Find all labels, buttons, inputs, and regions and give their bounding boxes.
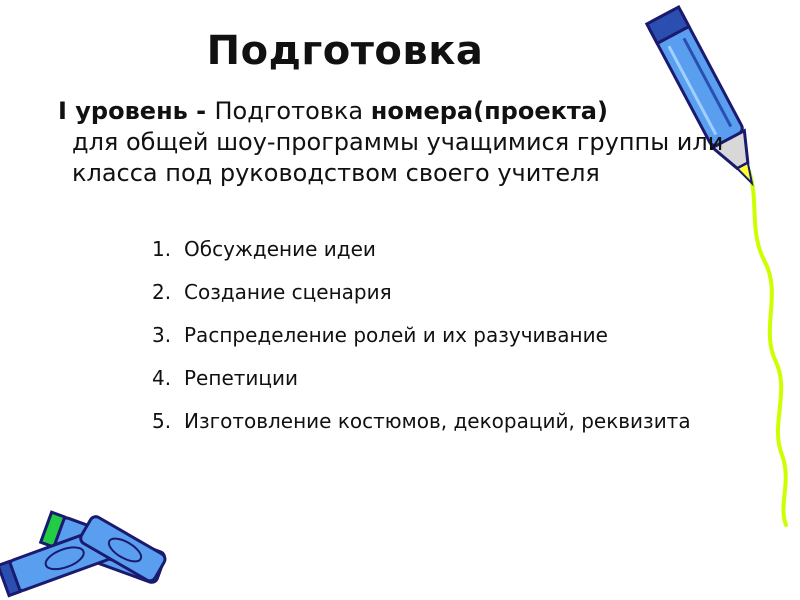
lead-text-part2: для общей шоу-программы учащимися группы или класса под руководством своего учителя: [72, 128, 724, 187]
lead-text-part1: Подготовка: [214, 97, 371, 125]
level-label: I уровень -: [58, 97, 215, 125]
green-squiggle-line: [748, 168, 786, 525]
list-item-number: 3.: [152, 323, 172, 347]
list-item-text: Создание сценария: [184, 280, 392, 304]
list-item: [152, 279, 732, 305]
lead-bold-part: номера(проекта): [370, 97, 608, 125]
crayons-icon: [0, 512, 167, 595]
list-item-number: 2.: [152, 280, 172, 304]
list-item-text: Распределение ролей и их разучивание: [184, 323, 608, 347]
list-item-text: Репетиции: [184, 366, 299, 390]
list-item: [152, 236, 732, 262]
list-item-number: 5.: [152, 409, 172, 433]
list-item-text: Изготовление костюмов, декораций, реквизита: [184, 409, 691, 433]
steps-list: [152, 236, 732, 451]
list-item: [152, 322, 732, 348]
list-item-text: Обсуждение идеи: [184, 237, 376, 261]
slide-title: Подготовка: [206, 28, 484, 74]
list-item: [152, 408, 732, 434]
list-item: [152, 365, 732, 391]
list-item-number: 4.: [152, 366, 172, 390]
list-item-number: 1.: [152, 237, 172, 261]
lead-paragraph: [58, 96, 768, 189]
